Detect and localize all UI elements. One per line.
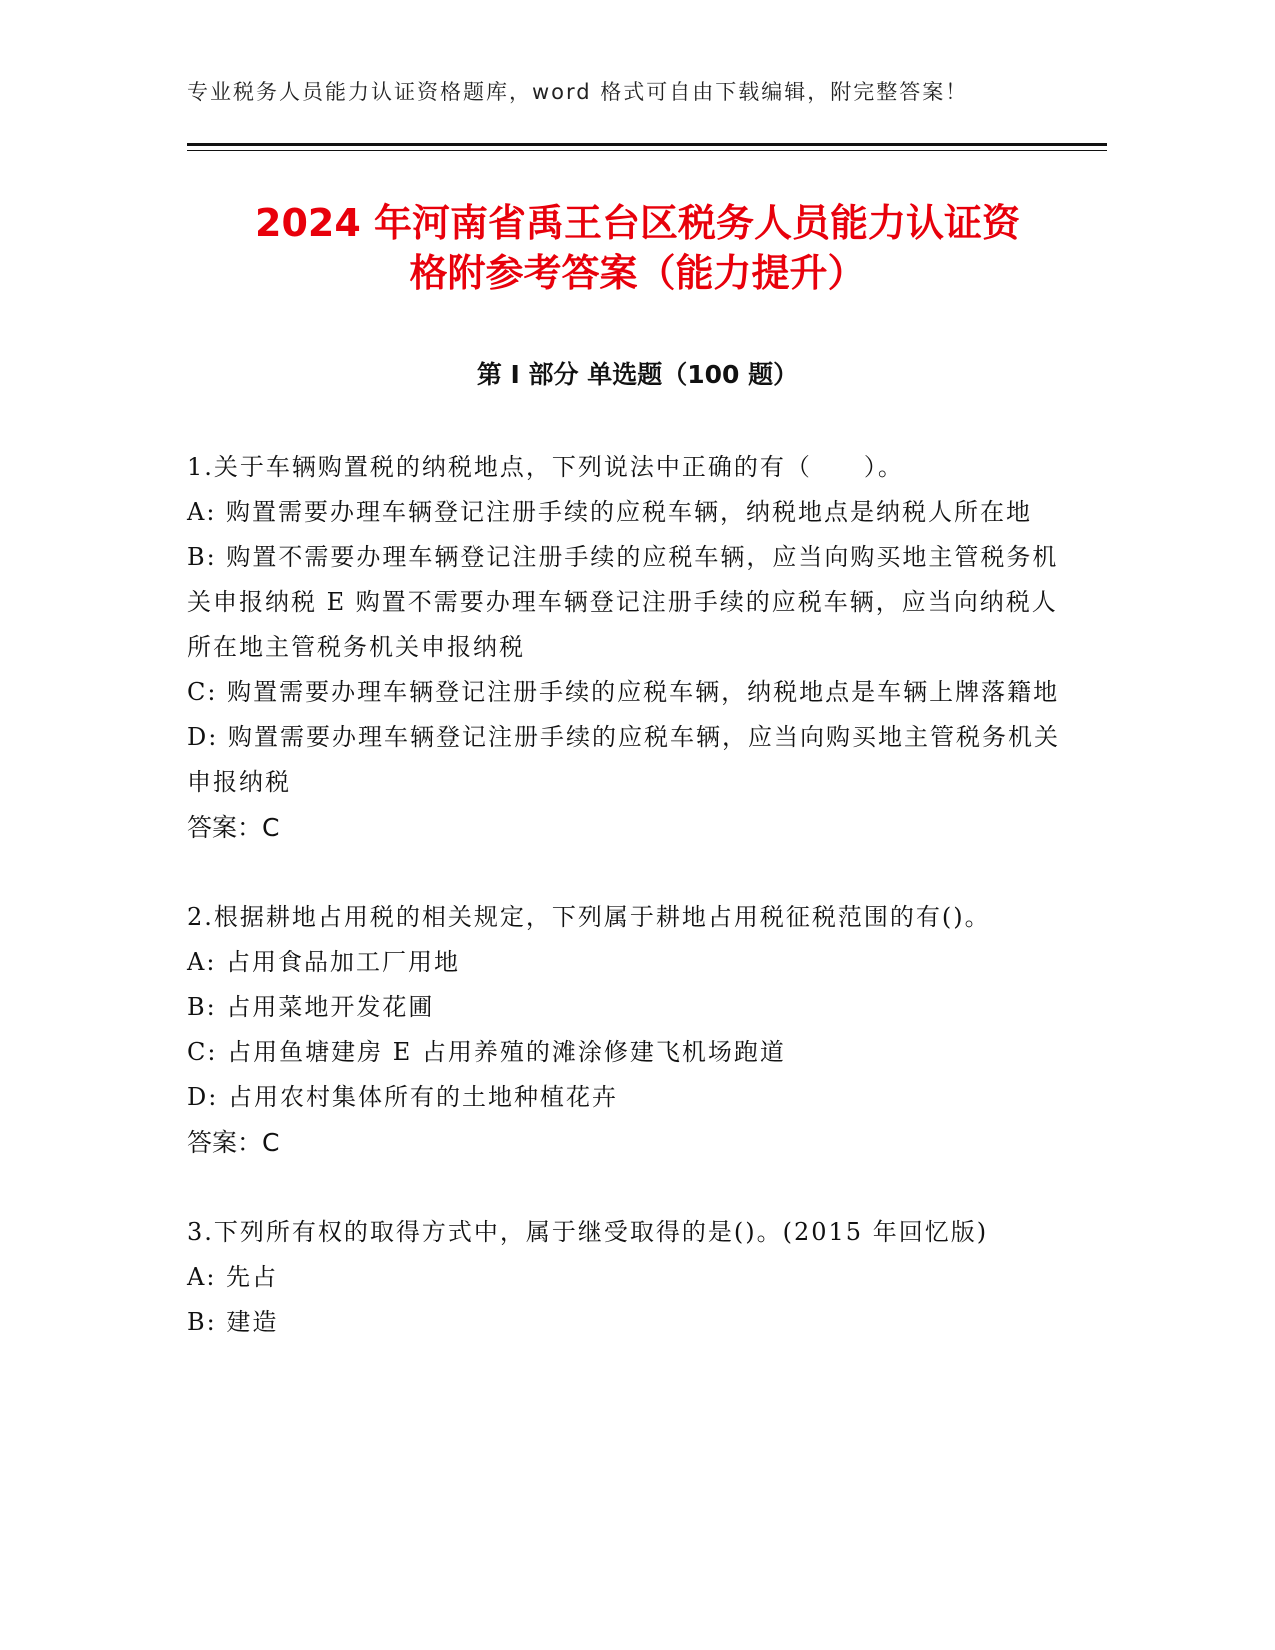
- question-stem: 2.根据耕地占用税的相关规定，下列属于耕地占用税征税范围的有()。: [187, 903, 991, 931]
- title-line-1: 2024 年河南省禹王台区税务人员能力认证资: [255, 201, 1020, 245]
- option-d: D: 占用农村集体所有的土地种植花卉: [187, 1083, 618, 1111]
- option-a: A: 先占: [187, 1263, 279, 1291]
- question-1: [187, 445, 1077, 850]
- answer: 答案：C: [187, 813, 280, 842]
- question-2: [187, 895, 1077, 1165]
- header-rule-thin: [187, 150, 1107, 151]
- option-d: D: 购置需要办理车辆登记注册手续的应税车辆，应当向购买地主管税务机关申报纳税: [187, 723, 1060, 796]
- title-line-2: 格附参考答案（能力提升）: [409, 251, 866, 295]
- option-b: B: 占用菜地开发花圃: [187, 993, 435, 1021]
- header-note: 专业税务人员能力认证资格题库，word 格式可自由下载编辑，附完整答案！: [187, 80, 969, 104]
- option-c: C: 占用鱼塘建房 E 占用养殖的滩涂修建飞机场跑道: [187, 1038, 786, 1066]
- section-title: 第 I 部分 单选题（100 题）: [476, 360, 799, 389]
- option-b: B: 购置不需要办理车辆登记注册手续的应税车辆，应当向购买地主管税务机关申报纳税 E 购置不需要办理车辆登记注册手续的应税车辆，应当向纳税人所在地主管税务机关申报纳税: [187, 543, 1059, 661]
- question-stem: 3.下列所有权的取得方式中，属于继受取得的是()。(2015 年回忆版): [187, 1218, 989, 1246]
- question-stem: 1.关于车辆购置税的纳税地点，下列说法中正确的有（ ）。: [187, 453, 904, 481]
- option-b: B: 建造: [187, 1308, 279, 1336]
- option-a: A: 购置需要办理车辆登记注册手续的应税车辆，纳税地点是纳税人所在地: [187, 498, 1033, 526]
- answer: 答案：C: [187, 1128, 280, 1157]
- question-list: [187, 445, 1077, 1390]
- option-a: A: 占用食品加工厂用地: [187, 948, 461, 976]
- header-rule-thick: [187, 143, 1107, 146]
- option-c: C: 购置需要办理车辆登记注册手续的应税车辆，纳税地点是车辆上牌落籍地: [187, 678, 1060, 706]
- document-title: [150, 198, 1125, 298]
- question-3: [187, 1210, 1077, 1345]
